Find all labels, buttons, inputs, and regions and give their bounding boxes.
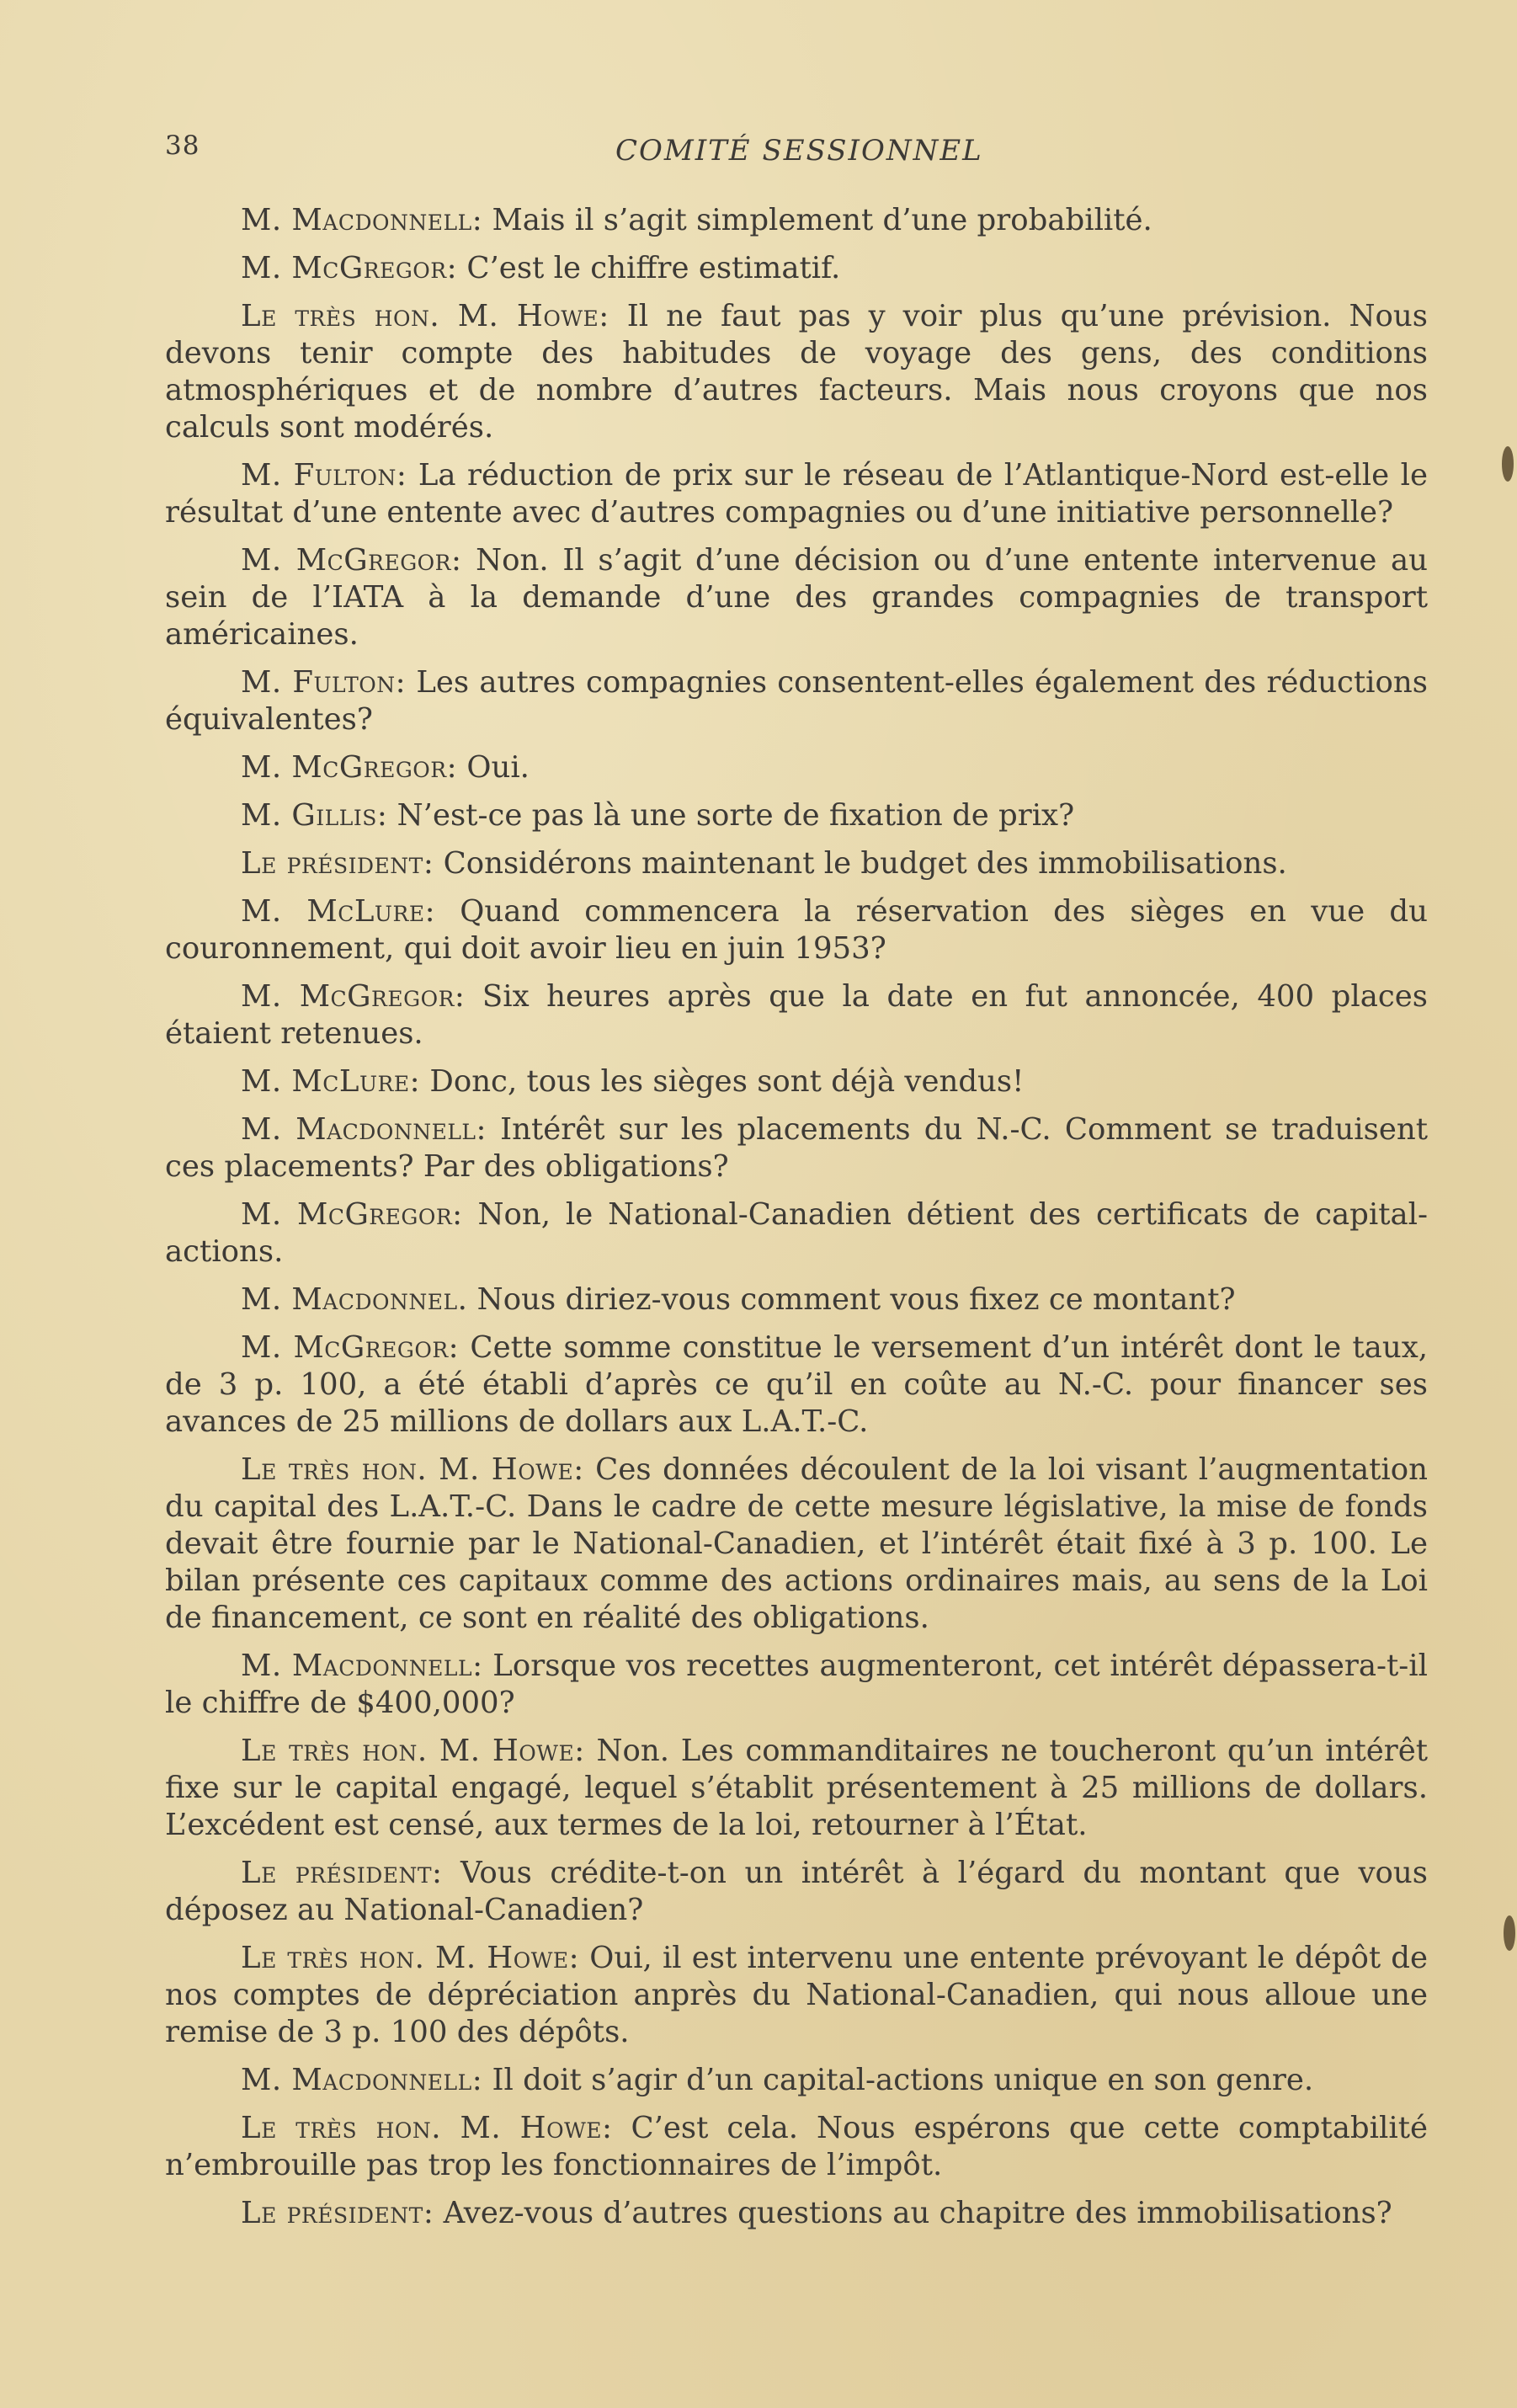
speech-text: Non, le National-Canadien détient des certificats de capital-actions.: [165, 1197, 1428, 1269]
speech-text: Donc, tous les sièges sont déjà vendus!: [420, 1064, 1025, 1099]
transcript-paragraph: [165, 298, 1428, 446]
speaker-name: M. Fulton:: [241, 458, 407, 493]
speaker-name: M. Macdonnell:: [241, 1649, 483, 1683]
speech-text: Les autres compagnies consentent-elles également des réductions équivalentes?: [165, 665, 1428, 737]
transcript-paragraph: [165, 1733, 1428, 1844]
speaker-name: Le très hon. M. Howe:: [241, 1941, 580, 1975]
transcript-paragraph: [165, 1281, 1428, 1319]
speech-text: Considérons maintenant le budget des immobilisations.: [434, 846, 1287, 881]
speech-text: Oui, il est intervenu une entente prévoyant le dépôt de nos comptes de dépréciation anprès du National-Canadien, qui nous alloue une remise de 3 p. 100 des dépôts.: [165, 1941, 1428, 2049]
speech-text: C’est cela. Nous espérons que cette comptabilité n’embrouille pas trop les fonctionnaires de l’impôt.: [165, 2111, 1428, 2182]
transcript-paragraph: [165, 1196, 1428, 1271]
page-number: 38: [165, 131, 200, 161]
transcript-paragraph: [165, 749, 1428, 786]
transcript-paragraph: [165, 1648, 1428, 1722]
margin-ink-mark: [1502, 446, 1514, 482]
speaker-name: M. Macdonnel.: [241, 1282, 468, 1317]
speaker-name: Le très hon. M. Howe:: [241, 1452, 584, 1487]
speaker-name: Le très hon. M. Howe:: [241, 2111, 613, 2145]
speech-text: Il doit s’agir d’un capital-actions unique en son genre.: [482, 2063, 1314, 2097]
speaker-name: Le président:: [241, 846, 434, 881]
speaker-name: M. McLure:: [241, 1064, 421, 1099]
speech-text: Avez-vous d’autres questions au chapitre des immobilisations?: [434, 2196, 1392, 2230]
speech-text: Cette somme constitue le versement d’un intérêt dont le taux, de 3 p. 100, a été établi d’après ce qu’il en coûte au N.-C. pour financer ses avances de 25 millions de dollars aux L.A.T.-C.: [165, 1330, 1428, 1439]
transcript-paragraph: [165, 1452, 1428, 1637]
speaker-name: Le président:: [241, 1856, 443, 1890]
document-body: [165, 202, 1428, 2243]
speech-text: Non. Les commanditaires ne toucheront qu’un intérêt fixe sur le capital engagé, lequel s’établit présentement à 25 millions de dollars. L’excédent est censé, aux termes de la loi, retourner à l’État.: [165, 1734, 1428, 1842]
speaker-name: Le très hon. M. Howe:: [241, 299, 609, 333]
transcript-paragraph: [165, 1063, 1428, 1100]
transcript-paragraph: [165, 457, 1428, 531]
transcript-paragraph: [165, 797, 1428, 834]
speaker-name: M. McGregor:: [241, 251, 458, 285]
transcript-paragraph: [165, 2195, 1428, 2232]
transcript-paragraph: [165, 1940, 1428, 2051]
speech-text: Non. Il s’agit d’une décision ou d’une entente intervenue au sein de l’IATA à la demande d’une des grandes compagnies de transport américaines.: [165, 543, 1428, 652]
transcript-paragraph: [165, 893, 1428, 967]
transcript-paragraph: [165, 845, 1428, 882]
speaker-name: M. McGregor:: [241, 1330, 460, 1365]
speech-text: Nous diriez-vous comment vous fixez ce montant?: [467, 1282, 1236, 1317]
speech-text: Lorsque vos recettes augmenteront, cet intérêt dépassera-t-il le chiffre de $400,000?: [165, 1649, 1428, 1720]
speaker-name: M. Macdonnell:: [241, 1112, 487, 1147]
speech-text: Six heures après que la date en fut annoncée, 400 places étaient retenues.: [165, 979, 1429, 1051]
speech-text: Il ne faut pas y voir plus qu’une prévision. Nous devons tenir compte des habitudes de voyage des gens, des conditions atmosphériques et de nombre d’autres facteurs. Mais nous croyons que nos calculs sont modérés.: [165, 299, 1428, 445]
transcript-paragraph: [165, 1329, 1428, 1441]
transcript-paragraph: [165, 250, 1428, 287]
speaker-name: M. McGregor:: [241, 979, 466, 1014]
transcript-paragraph: [165, 2110, 1428, 2184]
margin-ink-mark: [1504, 1915, 1515, 1951]
speaker-name: M. Macdonnell:: [241, 203, 483, 237]
speech-text: La réduction de prix sur le réseau de l’Atlantique-Nord est-elle le résultat d’une entente avec d’autres compagnies ou d’une initiative personnelle?: [165, 458, 1428, 530]
speaker-name: M. McGregor:: [241, 750, 458, 785]
speech-text: Intérêt sur les placements du N.-C. Comment se traduisent ces placements? Par des obligations?: [165, 1112, 1428, 1184]
speech-text: Ces données découlent de la loi visant l’augmentation du capital des L.A.T.-C. Dans le cadre de cette mesure législative, la mise de fonds devait être fournie par le National-Canadien, et l’intérêt était fixé à 3 p. 100. Le bilan présente ces capitaux comme des actions ordinaires mais, au sens de la Loi de financement, ce sont en réalité des obligations.: [165, 1452, 1428, 1635]
speech-text: Oui.: [457, 750, 530, 785]
running-title: COMITÉ SESSIONNEL: [615, 134, 983, 168]
speech-text: Quand commencera la réservation des sièges en vue du couronnement, qui doit avoir lieu en juin 1953?: [165, 894, 1428, 966]
speaker-name: Le président:: [241, 2196, 434, 2230]
speech-text: Mais il s’agit simplement d’une probabilité.: [482, 203, 1152, 237]
speech-text: Vous crédite-t-on un intérêt à l’égard du montant que vous déposez au National-Canadien?: [165, 1856, 1428, 1927]
speech-text: C’est le chiffre estimatif.: [457, 251, 841, 285]
speaker-name: Le très hon. M. Howe:: [241, 1734, 585, 1768]
page-header: [165, 131, 1428, 173]
transcript-paragraph: [165, 542, 1428, 653]
transcript-paragraph: [165, 1111, 1428, 1185]
speech-text: N’est-ce pas là une sorte de fixation de prix?: [387, 798, 1075, 833]
speaker-name: M. McGregor:: [241, 543, 462, 578]
transcript-paragraph: [165, 202, 1428, 239]
transcript-paragraph: [165, 978, 1428, 1052]
transcript-paragraph: [165, 664, 1428, 738]
transcript-paragraph: [165, 1855, 1428, 1929]
speaker-name: M. McLure:: [241, 894, 436, 929]
speaker-name: M. Gillis:: [241, 798, 388, 833]
speaker-name: M. McGregor:: [241, 1197, 463, 1232]
speaker-name: M. Macdonnell:: [241, 2063, 483, 2097]
transcript-paragraph: [165, 2062, 1428, 2099]
speaker-name: M. Fulton:: [241, 665, 407, 700]
